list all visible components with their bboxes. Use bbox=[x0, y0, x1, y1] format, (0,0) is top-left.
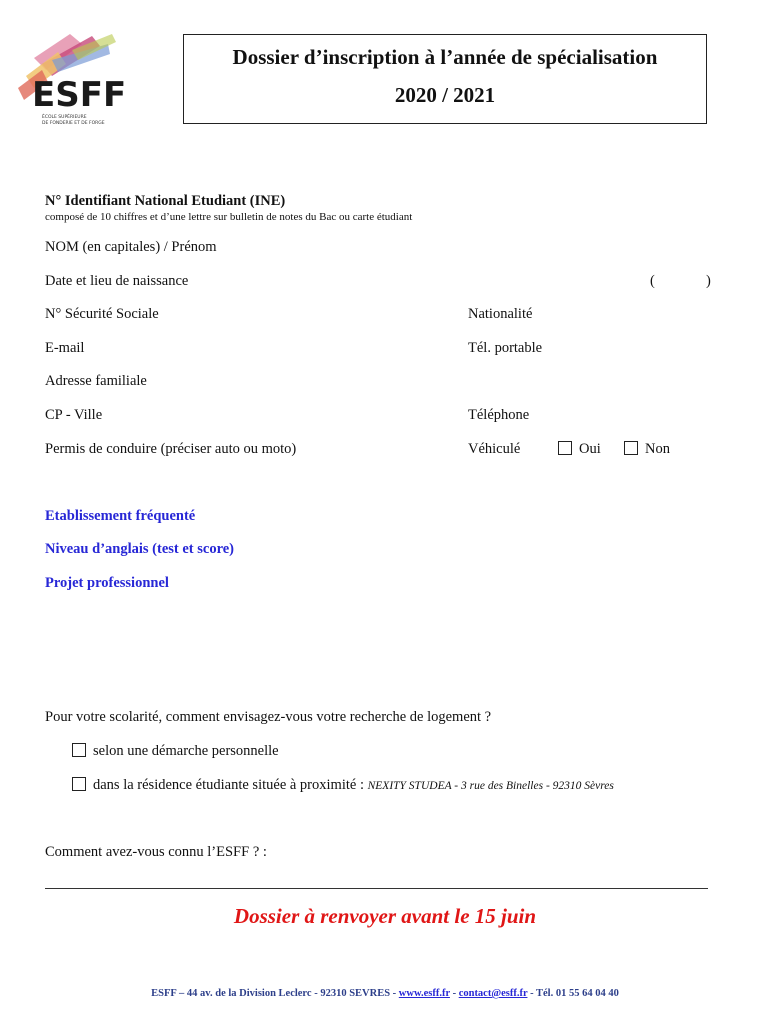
ine-label: N° Identifiant National Etudiant (INE) bbox=[45, 193, 286, 209]
academic-year: 2020 / 2021 bbox=[394, 83, 496, 107]
nationality-label: Nationalité bbox=[468, 306, 533, 322]
housing-residence-checkbox[interactable] bbox=[72, 777, 86, 791]
housing-personal-checkbox[interactable] bbox=[72, 743, 86, 757]
cp-city-label: CP - Ville bbox=[45, 407, 103, 423]
social-security-label: N° Sécurité Sociale bbox=[45, 306, 159, 322]
logo-wordmark: ESFF bbox=[32, 75, 124, 115]
housing-residence-option bbox=[93, 777, 614, 794]
footer-email-link[interactable]: contact@esff.fr bbox=[458, 988, 528, 999]
title-box bbox=[183, 34, 707, 124]
birth-paren-open: ( bbox=[650, 273, 655, 289]
birth-label: Date et lieu de naissance bbox=[45, 273, 189, 289]
logo-caption-line1: ÉCOLE SUPÉRIEURE bbox=[42, 115, 87, 120]
logo-caption-line2: DE FONDERIE ET DE FORGE bbox=[42, 121, 105, 126]
footer-website-link[interactable]: www.esff.fr bbox=[398, 988, 450, 999]
form-title: Dossier d’inscription à l’année de spécialisation bbox=[232, 45, 658, 69]
address-label: Adresse familiale bbox=[45, 373, 147, 389]
mobile-label: Tél. portable bbox=[468, 340, 543, 356]
phone-label: Téléphone bbox=[468, 407, 530, 423]
housing-personal-label: selon une démarche personnelle bbox=[93, 743, 279, 759]
divider bbox=[45, 888, 708, 889]
housing-residence-address: NEXITY STUDEA - 3 rue des Binelles - 92310 Sèvres bbox=[367, 780, 614, 792]
housing-question: Pour votre scolarité, comment envisagez-vous votre recherche de logement ? bbox=[45, 709, 492, 725]
footer-phone: - Tél. 01 55 64 04 40 bbox=[527, 988, 619, 999]
professional-project-label: Projet professionnel bbox=[45, 575, 169, 591]
vehicle-label: Véhiculé bbox=[468, 441, 521, 457]
vehicle-yes-checkbox[interactable] bbox=[558, 441, 572, 455]
esff-logo bbox=[12, 30, 124, 128]
birth-paren-close: ) bbox=[706, 273, 711, 289]
referral-question: Comment avez-vous connu l’ESFF ? : bbox=[45, 844, 267, 860]
esff-logo-graphic bbox=[12, 30, 124, 128]
ine-hint: composé de 10 chiffres et d’une lettre sur bulletin de notes du Bac ou carte étudiant bbox=[45, 211, 413, 223]
name-label: NOM (en capitales) / Prénom bbox=[45, 239, 217, 255]
vehicle-yes-label: Oui bbox=[579, 441, 601, 457]
housing-residence-label: dans la résidence étudiante située à proximité : bbox=[93, 777, 368, 793]
email-label: E-mail bbox=[45, 340, 85, 356]
footer-separator: - bbox=[449, 988, 459, 999]
deadline-notice: Dossier à renvoyer avant le 15 juin bbox=[233, 904, 537, 928]
footer-address: ESFF – 44 av. de la Division Leclerc - 92310 SEVRES - bbox=[151, 988, 399, 999]
vehicle-no-label: Non bbox=[645, 441, 670, 457]
establishment-label: Etablissement fréquenté bbox=[45, 508, 196, 524]
footer bbox=[0, 988, 770, 999]
license-label: Permis de conduire (préciser auto ou moto) bbox=[45, 441, 297, 457]
english-level-label: Niveau d’anglais (test et score) bbox=[45, 541, 235, 557]
vehicle-no-checkbox[interactable] bbox=[624, 441, 638, 455]
